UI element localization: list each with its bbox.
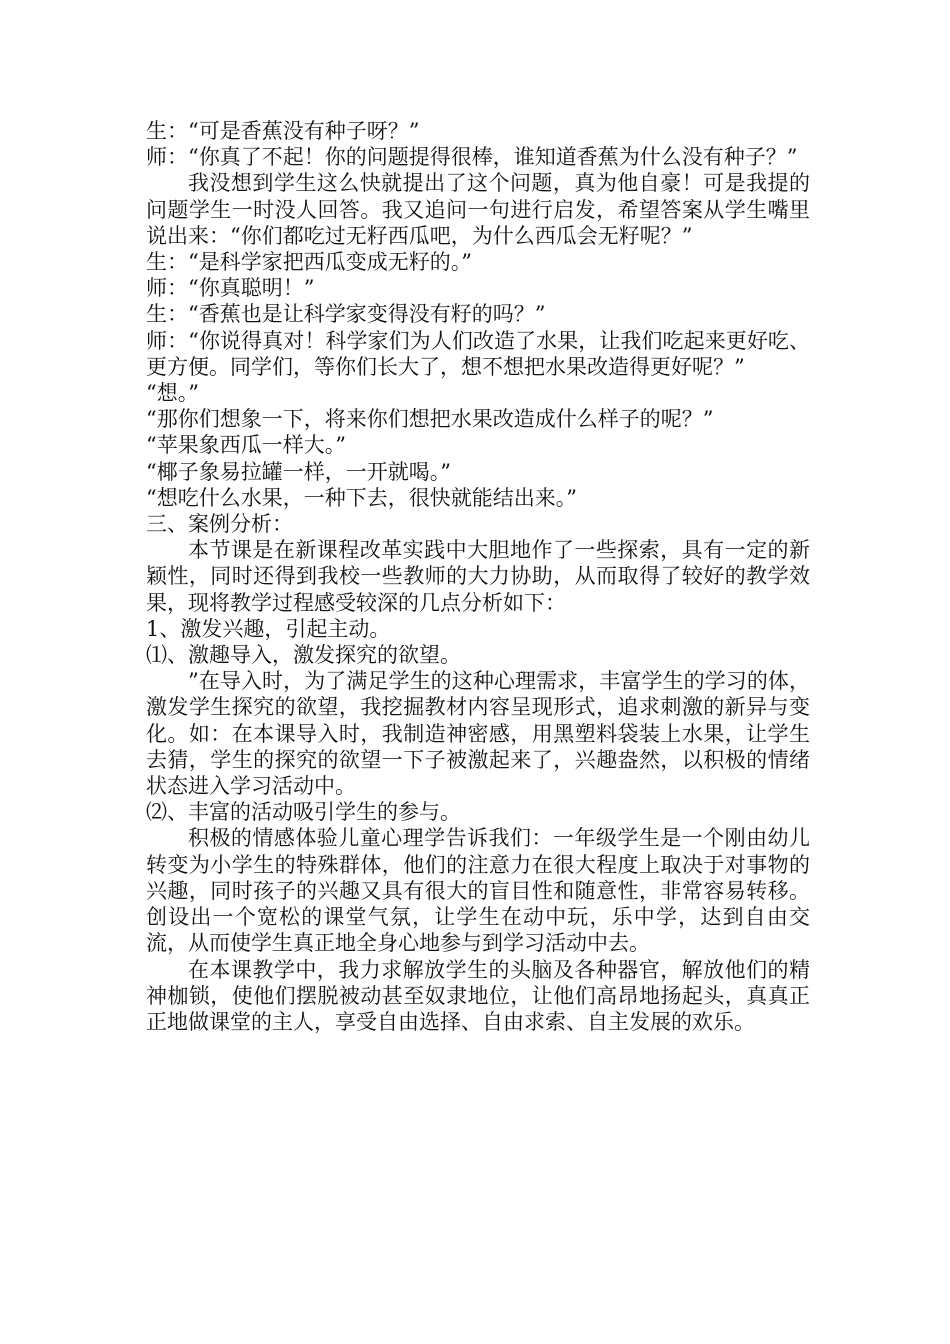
paragraph: 积极的情感体验儿童心理学告诉我们：一年级学生是一个刚由幼儿转变为小学生的特殊群体，他们的注意力在很大程度上取决于对事物的兴趣，同时孩子的兴趣又具有很大的盲目性和随意性，非常容易转移。创设出一个宽松的课堂气氛，让学生在动中玩，乐中学，达到自由交流，从而使学生真正地全身心地参与到学习活动中去。 [146, 826, 810, 956]
dialogue-line: “想。” [146, 381, 199, 406]
dialogue-line: “椰子象易拉罐一样，一开就喝。” [146, 459, 451, 484]
dialogue-line: “那你们想象一下，将来你们想把水果改造成什么样子的呢？” [146, 407, 714, 432]
paragraph: 我没想到学生这么快就提出了这个问题，真为他自豪！可是我提的问题学生一时没人回答。我又追问一句进行启发，希望答案从学生嘴里说出来：“你们都吃过无籽西瓜吧，为什么西瓜会无籽呢？” [146, 171, 810, 248]
dialogue-line: 师：“你说得真对！科学家们为人们改造了水果，让我们吃起来更好吃、更方便。同学们，等你们长大了，想不想把水果改造得更好呢？” [146, 328, 810, 379]
subheading: ⑴、激趣导入，激发探究的欲望。 [146, 643, 461, 668]
dialogue-line: “想吃什么水果，一种下去，很快就能结出来。” [146, 485, 577, 510]
dialogue-line: 生：“可是香蕉没有种子呀？” [146, 119, 420, 143]
paragraph: ”在导入时，为了满足学生的这种心理需求，丰富学生的学习的体，激发学生探究的欲望，我挖掘教材内容呈现形式，追求刺激的新异与变化。如：在本课导入时，我制造神密感，用黑塑料袋装上水果，让学生去猜，学生的探究的欲望一下子被激起来了，兴趣盎然，以积极的情绪状态进入学习活动中。 [146, 669, 810, 799]
section-heading: 三、案例分析： [146, 512, 293, 537]
dialogue-line: 师：“你真聪明！” [146, 276, 315, 301]
dialogue-line: 生：“是科学家把西瓜变成无籽的。” [146, 250, 472, 275]
dialogue-line: 师：“你真了不起！你的问题提得很棒，谁知道香蕉为什么没有种子？” [146, 145, 798, 170]
paragraph: 本节课是在新课程改革实践中大胆地作了一些探索，具有一定的新颖性，同时还得到我校一些教师的大力协助，从而取得了较好的教学效果，现将教学过程感受较深的几点分析如下： [146, 538, 810, 615]
dialogue-line: “苹果象西瓜一样大。” [146, 433, 346, 458]
document-body [146, 118, 810, 1035]
dialogue-line: 生：“香蕉也是让科学家变得没有籽的吗？” [146, 302, 546, 327]
paragraph: 在本课教学中，我力求解放学生的头脑及各种器官，解放他们的精神枷锁，使他们摆脱被动甚至奴隶地位，让他们高昂地扬起头，真真正正地做课堂的主人，享受自由选择、自由求索、自主发展的欢乐。 [146, 957, 810, 1034]
subheading: 1、激发兴趣，引起主动。 [146, 616, 391, 641]
subheading: ⑵、丰富的活动吸引学生的参与。 [146, 800, 461, 825]
